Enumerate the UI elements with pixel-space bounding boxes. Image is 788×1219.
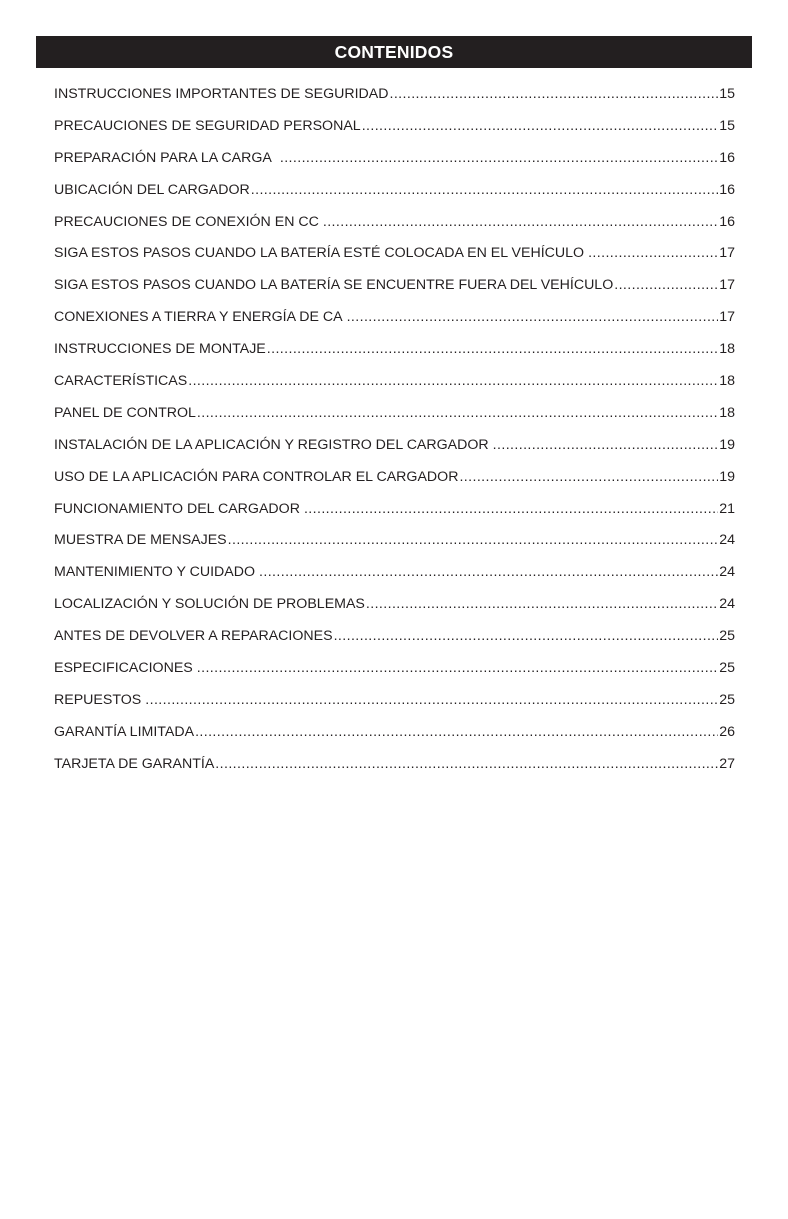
toc-entry-title: INSTALACIÓN DE LA APLICACIÓN Y REGISTRO DEL CARGADOR bbox=[54, 436, 489, 453]
dot-leader bbox=[588, 238, 718, 270]
dot-leader bbox=[267, 334, 718, 366]
toc-entry-page: 26 bbox=[719, 723, 735, 740]
toc-entry-title: USO DE LA APLICACIÓN PARA CONTROLAR EL CARGADOR bbox=[54, 468, 459, 485]
contents-header-bar bbox=[36, 36, 752, 68]
dot-leader bbox=[304, 494, 718, 526]
toc-entry-page: 18 bbox=[719, 341, 735, 358]
toc-entry-page: 25 bbox=[719, 660, 735, 677]
dot-leader bbox=[493, 430, 719, 462]
toc-entry[interactable] bbox=[54, 589, 735, 621]
dot-leader bbox=[145, 685, 718, 717]
toc-entry-title: ANTES DE DEVOLVER A REPARACIONES bbox=[54, 628, 333, 645]
dot-leader bbox=[215, 749, 718, 781]
toc-entry-page: 19 bbox=[719, 468, 735, 485]
dot-leader bbox=[251, 175, 718, 207]
toc-entry-page: 17 bbox=[719, 245, 735, 262]
dot-leader bbox=[188, 366, 718, 398]
toc-entry[interactable] bbox=[54, 557, 735, 589]
dot-leader bbox=[259, 557, 718, 589]
toc-entry-title: PRECAUCIONES DE SEGURIDAD PERSONAL bbox=[54, 117, 361, 134]
toc-entry[interactable] bbox=[54, 175, 735, 207]
toc-entry-page: 21 bbox=[719, 500, 735, 517]
toc-entry-page: 27 bbox=[719, 755, 735, 772]
dot-leader bbox=[362, 111, 719, 143]
toc-entry-page: 17 bbox=[719, 277, 735, 294]
dot-leader bbox=[197, 653, 718, 685]
toc-entry[interactable] bbox=[54, 525, 735, 557]
toc-entry-title: MANTENIMIENTO Y CUIDADO bbox=[54, 564, 256, 581]
toc-entry-page: 16 bbox=[719, 149, 735, 166]
toc-entry[interactable] bbox=[54, 621, 735, 653]
toc-entry-title: SIGA ESTOS PASOS CUANDO LA BATERÍA ESTÉ COLOCADA EN EL VEHÍCULO bbox=[54, 245, 585, 262]
toc-entry-page: 24 bbox=[719, 596, 735, 613]
toc-entry-title: INSTRUCCIONES DE MONTAJE bbox=[54, 341, 266, 358]
toc-entry-title: TARJETA DE GARANTÍA bbox=[54, 755, 215, 772]
toc-entry[interactable] bbox=[54, 685, 735, 717]
toc-entry-title: UBICACIÓN DEL CARGADOR bbox=[54, 181, 250, 198]
toc-entry[interactable] bbox=[54, 749, 735, 781]
toc-entry-title: PANEL DE CONTROL bbox=[54, 404, 196, 421]
toc-entry[interactable] bbox=[54, 430, 735, 462]
toc-entry-page: 19 bbox=[719, 436, 735, 453]
dot-leader bbox=[323, 207, 718, 239]
toc-entry-title: CARACTERÍSTICAS bbox=[54, 373, 188, 390]
dot-leader bbox=[195, 717, 718, 749]
toc-entry-title: CONEXIONES A TIERRA Y ENERGÍA DE CA bbox=[54, 309, 343, 326]
page-title: CONTENIDOS bbox=[334, 41, 454, 62]
toc-entry[interactable] bbox=[54, 462, 735, 494]
toc-entry-page: 24 bbox=[719, 532, 735, 549]
toc-entry-page: 25 bbox=[719, 691, 735, 708]
toc-entry-title: PRECAUCIONES DE CONEXIÓN EN CC bbox=[54, 213, 319, 230]
toc-entry-page: 17 bbox=[719, 309, 735, 326]
toc-entry-page: 18 bbox=[719, 404, 735, 421]
dot-leader bbox=[459, 462, 718, 494]
toc-entry[interactable] bbox=[54, 270, 735, 302]
toc-entry-page: 16 bbox=[719, 213, 735, 230]
toc-entry-page: 15 bbox=[719, 117, 735, 134]
dot-leader bbox=[390, 79, 719, 111]
toc-entry-title: ESPECIFICACIONES bbox=[54, 660, 193, 677]
toc-entry-title: REPUESTOS bbox=[54, 691, 142, 708]
dot-leader bbox=[228, 525, 719, 557]
toc-entry-page: 25 bbox=[719, 628, 735, 645]
toc-entry[interactable] bbox=[54, 79, 735, 111]
toc-entry[interactable] bbox=[54, 717, 735, 749]
toc-entry-page: 16 bbox=[719, 181, 735, 198]
toc-entry[interactable] bbox=[54, 334, 735, 366]
toc-entry-page: 24 bbox=[719, 564, 735, 581]
toc-entry-title: PREPARACIÓN PARA LA CARGA bbox=[54, 149, 272, 166]
toc-entry-title: FUNCIONAMIENTO DEL CARGADOR bbox=[54, 500, 300, 517]
table-of-contents bbox=[54, 79, 735, 781]
toc-entry[interactable] bbox=[54, 302, 735, 334]
toc-entry-title: SIGA ESTOS PASOS CUANDO LA BATERÍA SE ENCUENTRE FUERA DEL VEHÍCULO bbox=[54, 277, 614, 294]
toc-entry[interactable] bbox=[54, 653, 735, 685]
toc-entry[interactable] bbox=[54, 238, 735, 270]
dot-leader bbox=[334, 621, 719, 653]
toc-entry[interactable] bbox=[54, 111, 735, 143]
toc-entry[interactable] bbox=[54, 143, 735, 175]
toc-entry-title: LOCALIZACIÓN Y SOLUCIÓN DE PROBLEMAS bbox=[54, 596, 365, 613]
dot-leader bbox=[280, 143, 718, 175]
dot-leader bbox=[347, 302, 719, 334]
toc-entry-title: MUESTRA DE MENSAJES bbox=[54, 532, 227, 549]
toc-entry-page: 18 bbox=[719, 373, 735, 390]
toc-entry[interactable] bbox=[54, 494, 735, 526]
dot-leader bbox=[366, 589, 718, 621]
toc-entry[interactable] bbox=[54, 366, 735, 398]
toc-entry[interactable] bbox=[54, 207, 735, 239]
toc-entry-title: GARANTÍA LIMITADA bbox=[54, 723, 195, 740]
toc-entry-title: INSTRUCCIONES IMPORTANTES DE SEGURIDAD bbox=[54, 86, 389, 102]
dot-leader bbox=[197, 398, 718, 430]
dot-leader bbox=[614, 270, 718, 302]
toc-entry-page: 15 bbox=[719, 86, 735, 102]
toc-entry[interactable] bbox=[54, 398, 735, 430]
